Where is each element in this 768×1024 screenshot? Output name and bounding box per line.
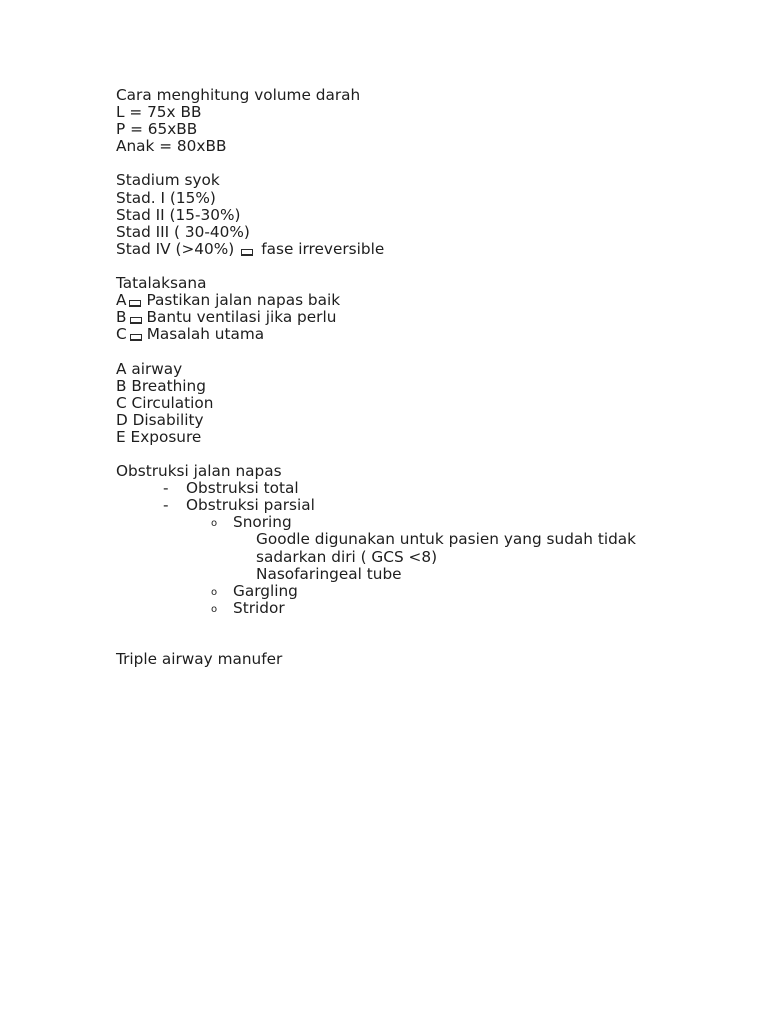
blood-volume-title: Cara menghitung volume darah: [116, 86, 361, 104]
dash-marker: -: [163, 479, 169, 498]
arrow-placeholder-icon: [130, 334, 142, 341]
shock-title: Stadium syok: [116, 171, 220, 190]
note-line: [116, 531, 736, 548]
bullet-item-text: Stridor: [233, 598, 285, 617]
shock-stage-4-label: Stad IV (>40%): [116, 239, 235, 258]
management-key: C: [116, 325, 127, 344]
blank-line: [116, 258, 736, 275]
abcde-item-e: E Exposure: [116, 427, 202, 446]
blank-line: [116, 634, 736, 651]
management-text: Pastikan jalan napas baik: [146, 291, 341, 310]
note-line: [116, 549, 736, 566]
dash-list-item: [116, 497, 736, 514]
bullet-marker: o: [211, 518, 218, 530]
management-text: Masalah utama: [146, 325, 265, 344]
formula-line-l: L = 75x BB: [116, 103, 202, 122]
management-key: B: [116, 308, 127, 327]
note-line: [116, 566, 736, 583]
management-item-b: [116, 309, 736, 326]
shock-stage-4: [116, 241, 736, 258]
management-item-a: [116, 292, 736, 309]
bullet-marker: o: [211, 586, 218, 598]
management-text: Bantu ventilasi jika perlu: [146, 308, 337, 327]
bullet-item-text: Snoring: [233, 513, 292, 532]
abcde-item-a: A airway: [116, 359, 183, 378]
arrow-placeholder-icon: [129, 300, 141, 307]
note-text: Nasofaringeal tube: [256, 564, 402, 583]
closing-line: Triple airway manufer: [116, 650, 283, 669]
shock-stage-2: Stad II (15-30%): [116, 205, 241, 224]
note-text: Goodle digunakan untuk pasien yang sudah tidak: [256, 530, 637, 549]
abcde-item-d: D Disability: [116, 410, 204, 429]
management-key: A: [116, 291, 127, 310]
bullet-item-text: Gargling: [233, 581, 298, 600]
arrow-placeholder-icon: [241, 249, 253, 256]
dash-list-item: [116, 480, 736, 497]
notes-content: [116, 87, 736, 668]
shock-stage-3: Stad III ( 30-40%): [116, 222, 250, 241]
note-text: sadarkan diri ( GCS <8): [256, 547, 438, 566]
formula-line-p: P = 65xBB: [116, 120, 198, 139]
shock-stage-1: Stad. I (15%): [116, 188, 216, 207]
dash-marker: -: [163, 496, 169, 515]
management-title: Tatalaksana: [116, 274, 207, 293]
management-item-c: [116, 326, 736, 343]
abcde-item-c: C Circulation: [116, 393, 214, 412]
blank-line: [116, 155, 736, 172]
blank-line: [116, 617, 736, 634]
blank-line: [116, 446, 736, 463]
formula-line-anak: Anak = 80xBB: [116, 137, 227, 156]
blank-line: [116, 343, 736, 360]
bullet-list-item: [116, 600, 736, 617]
dash-item-text: Obstruksi total: [186, 479, 299, 498]
abcde-item-b: B Breathing: [116, 376, 206, 395]
dash-item-text: Obstruksi parsial: [186, 496, 315, 515]
arrow-placeholder-icon: [130, 317, 142, 324]
bullet-marker: o: [211, 603, 218, 615]
bullet-list-item: [116, 514, 736, 531]
bullet-list-item: [116, 583, 736, 600]
obstruction-title: Obstruksi jalan napas: [116, 462, 282, 481]
shock-stage-4-note: fase irreversible: [261, 239, 385, 258]
